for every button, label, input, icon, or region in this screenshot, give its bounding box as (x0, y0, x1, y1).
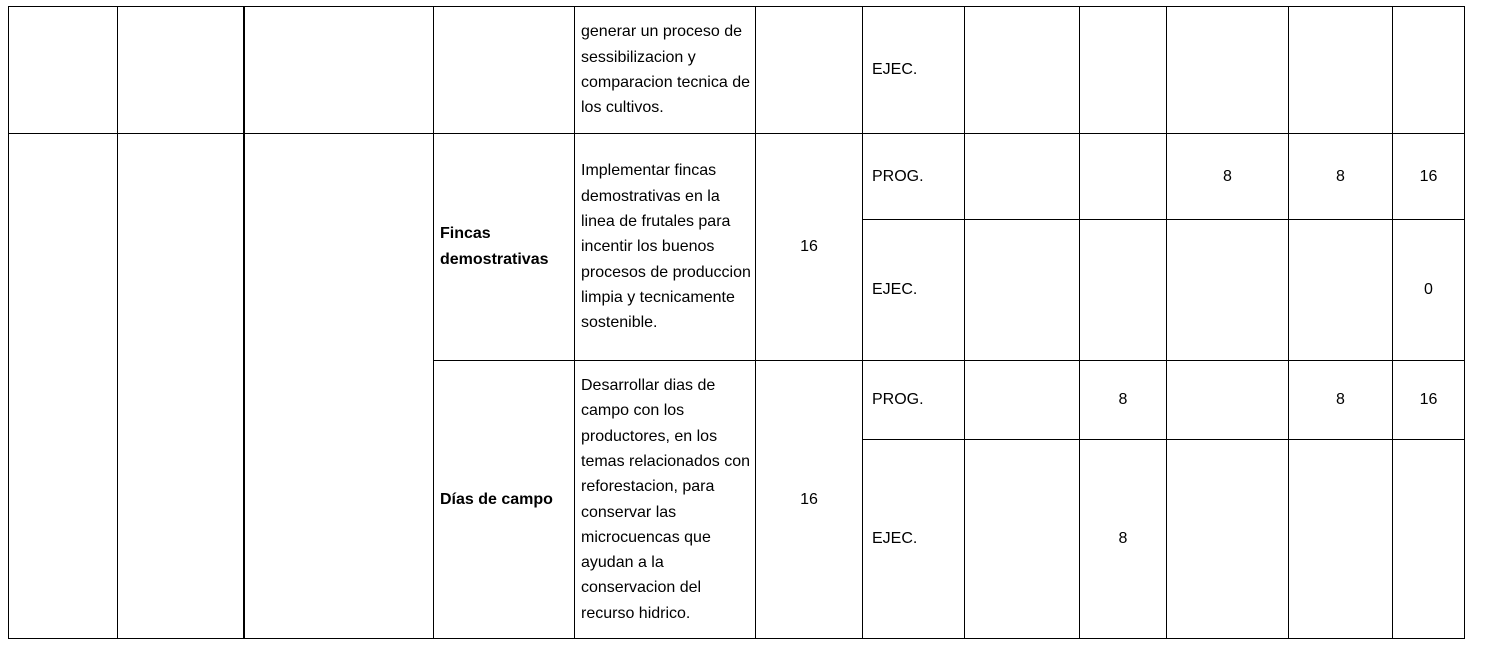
value-cell (1167, 440, 1289, 639)
total-cell (1393, 7, 1465, 134)
total-cell: 16 (1393, 134, 1465, 220)
description-cell: generar un proceso de sessibilizacion y comparacion tecnica de los cultivos. (575, 7, 756, 134)
value-cell (965, 7, 1080, 134)
goal-cell: 16 (756, 361, 863, 639)
empty-cell (244, 7, 434, 134)
value-cell: 8 (1080, 361, 1167, 440)
total-cell: 0 (1393, 220, 1465, 361)
type-cell: PROG. (863, 361, 965, 440)
value-cell: 8 (1167, 134, 1289, 220)
empty-cell (118, 7, 244, 134)
value-cell (965, 440, 1080, 639)
value-cell (1080, 220, 1167, 361)
empty-cell (9, 134, 118, 639)
table-row (9, 134, 1465, 220)
value-cell (1080, 134, 1167, 220)
value-cell (1167, 361, 1289, 440)
plan-table-container (8, 6, 1465, 639)
description-cell: Desarrollar dias de campo con los productores, en los temas relacionados con reforestacion, para conservar las microcuencas que ayudan a la conservacion del recurso hidrico. (575, 361, 756, 639)
category-cell: Fincas demostrativas (434, 134, 575, 361)
goal-cell (756, 7, 863, 134)
value-cell: 8 (1080, 440, 1167, 639)
value-cell (1289, 440, 1393, 639)
type-cell: PROG. (863, 134, 965, 220)
goal-cell: 16 (756, 134, 863, 361)
category-cell: Días de campo (434, 361, 575, 639)
total-cell (1393, 440, 1465, 639)
type-cell: EJEC. (863, 220, 965, 361)
value-cell (1289, 7, 1393, 134)
value-cell (1167, 7, 1289, 134)
value-cell (1080, 7, 1167, 134)
empty-cell (9, 7, 118, 134)
value-cell (1167, 220, 1289, 361)
total-cell: 16 (1393, 361, 1465, 440)
value-cell (965, 361, 1080, 440)
category-cell (434, 7, 575, 134)
empty-cell (244, 134, 434, 639)
value-cell: 8 (1289, 134, 1393, 220)
type-cell: EJEC. (863, 440, 965, 639)
value-cell: 8 (1289, 361, 1393, 440)
type-cell: EJEC. (863, 7, 965, 134)
value-cell (965, 220, 1080, 361)
activities-table (8, 6, 1465, 639)
value-cell (965, 134, 1080, 220)
empty-cell (118, 134, 244, 639)
value-cell (1289, 220, 1393, 361)
description-cell: Implementar fincas demostrativas en la linea de frutales para incentir los buenos procesos de produccion limpia y tecnicamente sostenible. (575, 134, 756, 361)
table-row (9, 7, 1465, 134)
